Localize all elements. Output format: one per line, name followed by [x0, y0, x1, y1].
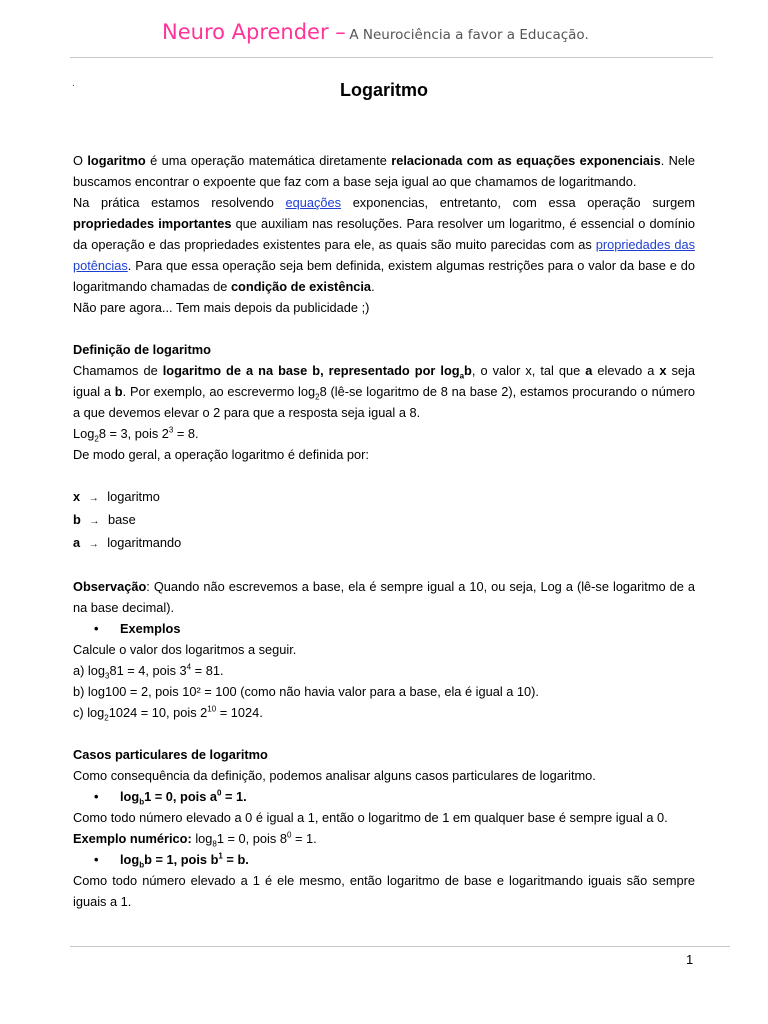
link-equacoes[interactable]: equações	[285, 195, 341, 210]
brand-tagline: A Neurociência a favor a Educação.	[349, 27, 589, 43]
definicao-geral: De modo geral, a operação logaritmo é definida por:	[73, 447, 369, 462]
caso-2-text: Como todo número elevado a 1 é ele mesmo, então logaritmo de base e logaritmando iguais são sempre iguais a 1.	[73, 873, 695, 909]
document-body	[73, 150, 695, 912]
definition-item-b: b → base	[73, 509, 695, 532]
exemplo-b: b) log100 = 2, pois 10² = 100 (como não havia valor para a base, ela é igual a 10).	[73, 684, 539, 699]
bullet-icon: •	[94, 789, 99, 804]
caso-2-heading: • $\log_bb = 1$, pois $b^1 = b$.	[73, 849, 695, 870]
exemplos-intro: Calcule o valor dos logaritmos a seguir.	[73, 642, 297, 657]
page-title: Logaritmo	[340, 80, 428, 100]
definicao-paragraph: Chamamos de logaritmo de a na base b, representado por $\log_ab$, o valor x, tal que a elevado a x seja igual a b. Por exemplo, ao escrevermo $\log_28$ (lê-se logaritmo de 8 na base 2), estamos procurando o número a que devemos elevar o 2 para que a resposta seja igual a 8.	[73, 363, 696, 420]
intro-paragraph-3: Não pare agora... Tem mais depois da publicidade ;)	[73, 300, 370, 315]
bullet-icon: •	[94, 621, 99, 636]
caso-1-text: Como todo número elevado a 0 é igual a 1, então o logaritmo de 1 em qualquer base é sempre igual a 0.	[73, 810, 668, 825]
exemplo-a: a) $\log_381 = 4$, pois $3^4 = 81$.	[73, 662, 224, 681]
observacao-paragraph: Observação: Quando não escrevemos a base, ela é sempre igual a 10, ou seja, Log a (lê-se logaritmo de a na base decimal).	[73, 579, 695, 615]
footer-divider	[70, 946, 730, 947]
definition-item-a: a → logaritmando	[73, 532, 695, 555]
stray-dot: .	[72, 78, 75, 89]
site-header	[162, 18, 592, 49]
arrow-icon: →	[88, 539, 99, 550]
brand-name: Neuro Aprender –	[162, 20, 346, 44]
intro-paragraph-2: Na prática estamos resolvendo equações exponencias, entretanto, com essa operação surgem propriedades importantes que auxiliam nas resoluções. Para resolver um logaritmo, é essencial o domínio da operação e das propriedades existentes para ele, as quais são muito parecidas com as propriedades das potências. Para que essa operação seja bem definida, existem algumas restrições para o valor da base e do logaritmando chamadas de condição de existência.	[73, 195, 696, 294]
link-propriedades-potencias[interactable]: propriedades das potências	[73, 237, 696, 273]
exemplo-c: c) $\log_21024 = 10$, pois $2^{10} = 1024$.	[73, 704, 263, 723]
definition-item-x: x → logaritmo	[73, 486, 695, 509]
casos-intro: Como consequência da definição, podemos analisar alguns casos particulares de logaritmo.	[73, 768, 596, 783]
exemplos-heading: • Exemplos	[73, 618, 695, 639]
definicao-example: Log$_2$8 = 3, pois $2^3 = 8$.	[73, 425, 199, 444]
caso-1-heading: • $\log_b1 = 0$, pois $a^0 = 1$.	[73, 786, 695, 807]
caso-1-exemplo: Exemplo numérico: $\log_81 = 0$, pois $8^0 = 1$.	[73, 830, 317, 849]
arrow-icon: →	[89, 516, 100, 527]
page-number: 1	[686, 952, 694, 967]
bullet-icon: •	[94, 852, 99, 867]
arrow-icon: →	[88, 493, 99, 504]
intro-paragraph-1: O logaritmo é uma operação matemática diretamente relacionada com as equações exponenciais. Nele buscamos encontrar o expoente que faz com a base seja igual ao que chamamos de logaritmando.	[73, 153, 695, 189]
header-divider	[70, 57, 713, 58]
casos-heading: Casos particulares de logaritmo	[73, 747, 268, 762]
definicao-heading: Definição de logaritmo	[73, 342, 211, 357]
